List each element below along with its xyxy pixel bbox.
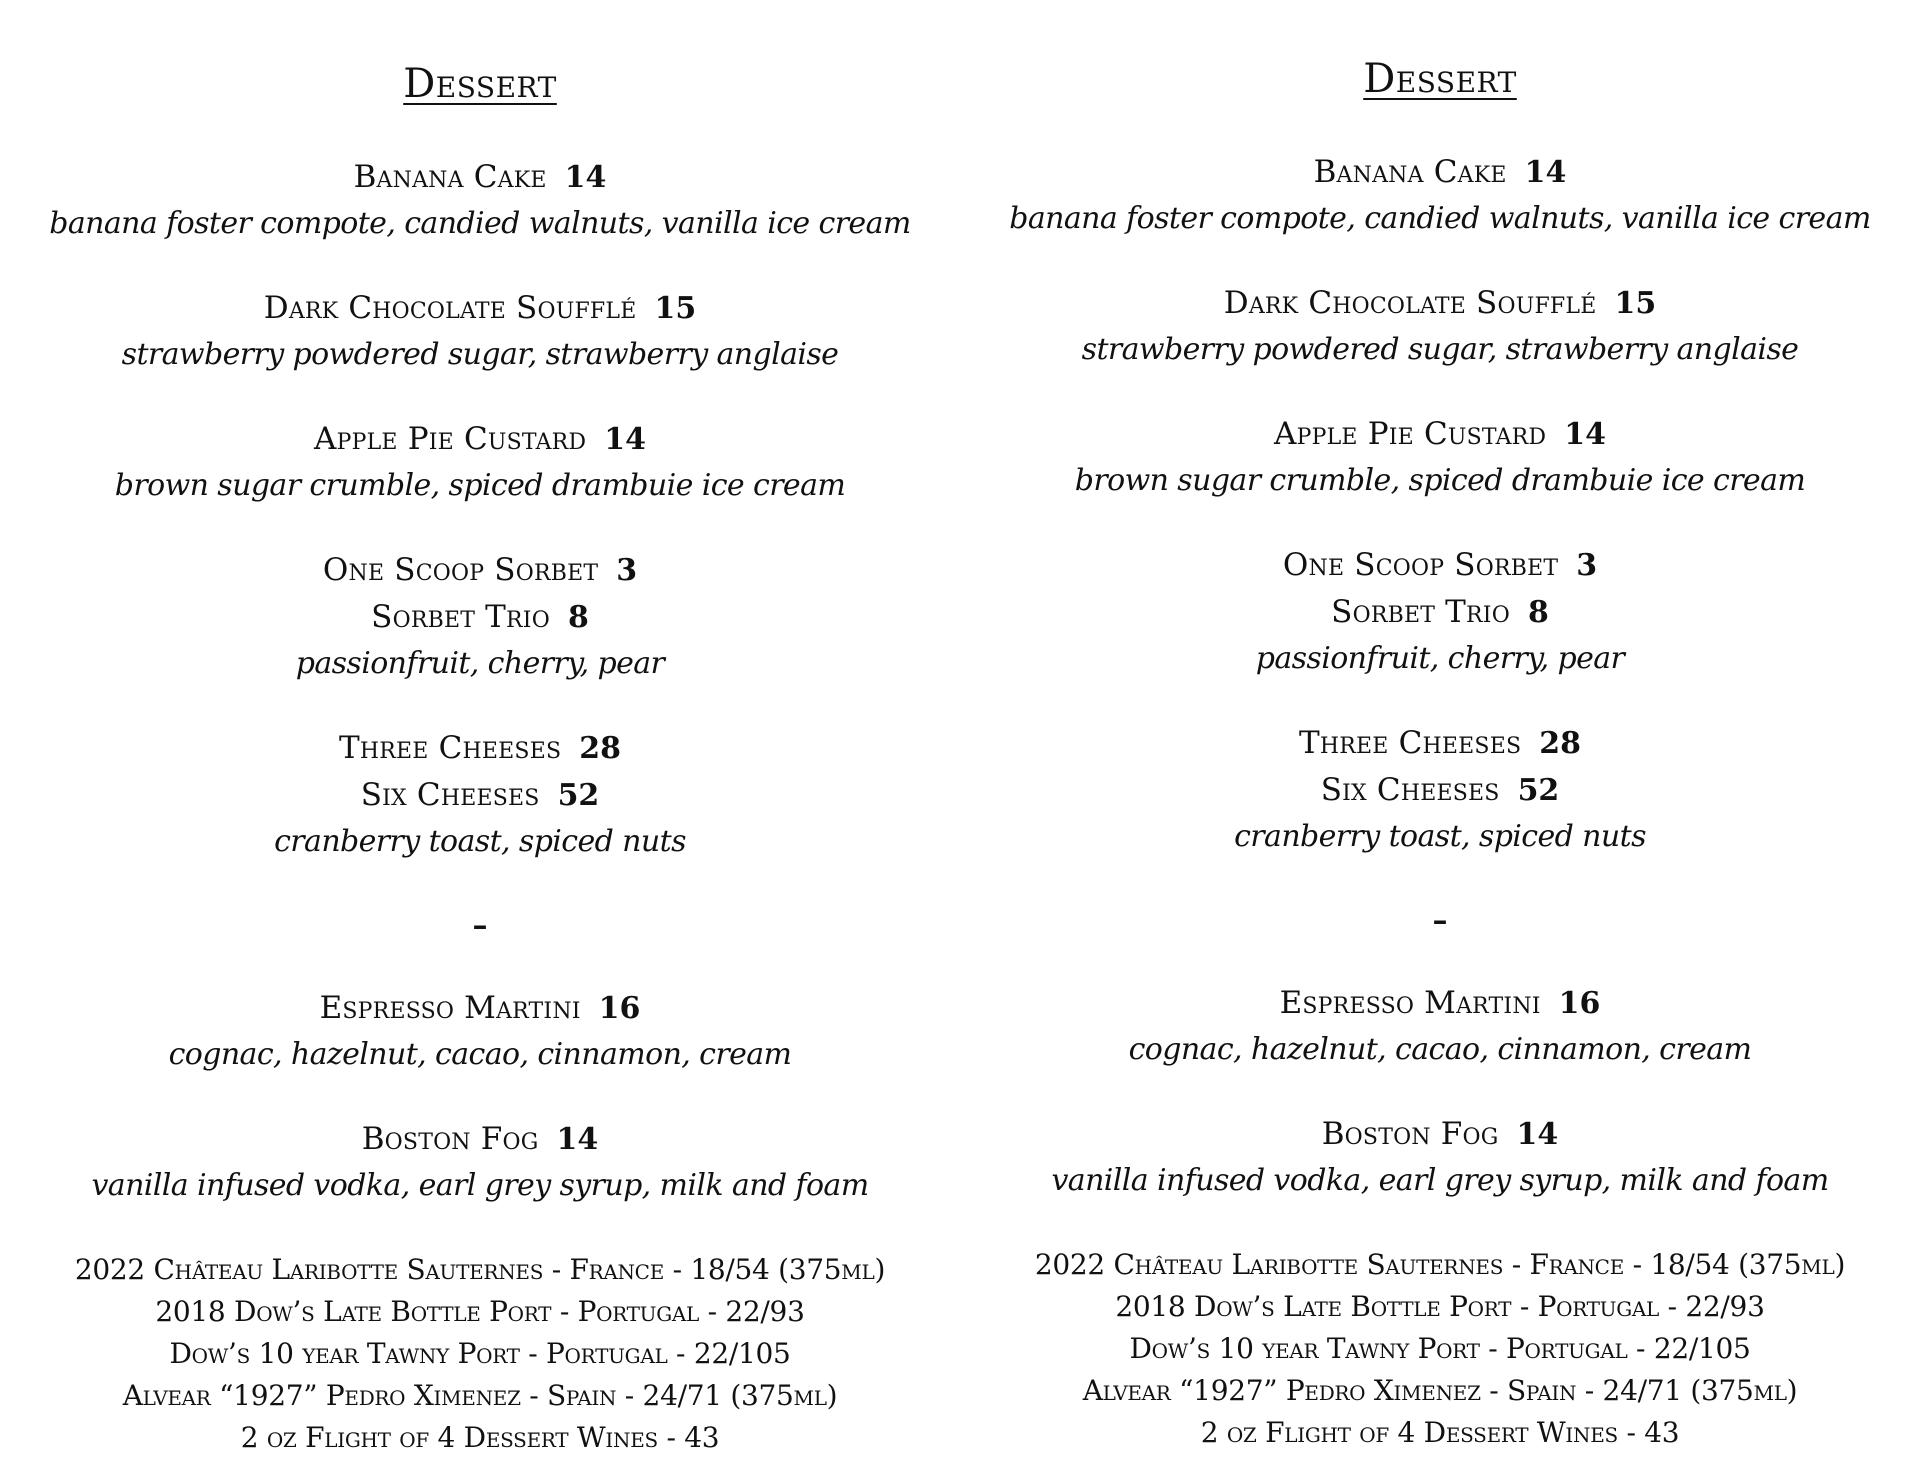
item-description: brown sugar crumble, spiced drambuie ice cream	[1074, 463, 1806, 498]
item-price: 3	[1576, 548, 1598, 583]
wine-item: 2 oz Flight of 4 Dessert Wines - 43	[240, 1421, 720, 1454]
item-name: Espresso Martini	[1279, 985, 1541, 1021]
item-description: vanilla infused vodka, earl grey syrup, milk and foam	[1051, 1163, 1829, 1198]
menu-item	[0, 156, 960, 245]
item-price: 14	[1516, 1117, 1559, 1152]
wine-item: 2018 Dow’s Late Bottle Port - Portugal - 22/93	[1115, 1290, 1765, 1323]
item-name: Dark Chocolate Soufflé	[1223, 285, 1597, 321]
item-price: 3	[616, 553, 638, 588]
item-name: Sorbet Trio	[371, 599, 550, 635]
item-price: 8	[567, 600, 589, 635]
menu-item	[0, 418, 960, 507]
item-name: Apple Pie Custard	[1273, 416, 1547, 452]
item-price: 16	[1558, 986, 1601, 1021]
item-description: banana foster compote, candied walnuts, vanilla ice cream	[1009, 201, 1871, 236]
item-description: cranberry toast, spiced nuts	[1234, 819, 1646, 854]
menu-title: Dessert	[1363, 56, 1517, 102]
item-price: 28	[1539, 726, 1581, 761]
item-price: 52	[557, 778, 600, 813]
item-description: strawberry powdered sugar, strawberry anglaise	[1081, 332, 1799, 367]
wine-item: Alvear “1927” Pedro Ximenez - Spain - 24/71 (375ml)	[122, 1379, 838, 1412]
item-price: 14	[1524, 155, 1567, 190]
menu-item	[960, 413, 1920, 502]
item-name: Six Cheeses	[360, 777, 540, 813]
item-name: Sorbet Trio	[1331, 594, 1510, 630]
item-description: vanilla infused vodka, earl grey syrup, milk and foam	[91, 1168, 869, 1203]
item-price: 8	[1527, 595, 1549, 630]
item-description: cognac, hazelnut, cacao, cinnamon, cream	[1128, 1032, 1752, 1067]
menu-column-right	[960, 55, 1920, 1454]
item-price: 14	[556, 1122, 599, 1157]
drink-item	[960, 982, 1920, 1071]
item-price: 14	[1564, 417, 1607, 452]
item-price: 52	[1517, 773, 1560, 808]
menu-item	[0, 287, 960, 376]
item-description: banana foster compote, candied walnuts, vanilla ice cream	[49, 206, 911, 241]
drink-item	[0, 1118, 960, 1207]
wine-item: 2 oz Flight of 4 Dessert Wines - 43	[1200, 1416, 1680, 1449]
item-price: 15	[1614, 286, 1657, 321]
section-divider: –	[1432, 903, 1448, 938]
menu-item	[960, 151, 1920, 240]
item-name: Banana Cake	[1313, 154, 1507, 190]
wine-list	[0, 1249, 960, 1459]
item-name: One Scoop Sorbet	[1282, 547, 1559, 583]
drink-item	[960, 1113, 1920, 1202]
item-price: 14	[604, 422, 647, 457]
item-price: 28	[579, 731, 621, 766]
menu-item	[960, 722, 1920, 858]
menu-column-left	[0, 60, 960, 1459]
section-divider: –	[472, 908, 488, 943]
item-description: strawberry powdered sugar, strawberry anglaise	[121, 337, 839, 372]
item-description: passionfruit, cherry, pear	[1255, 641, 1625, 676]
wine-list	[960, 1244, 1920, 1454]
item-name: Banana Cake	[353, 159, 547, 195]
wine-item: 2022 Château Laribotte Sauternes - France - 18/54 (375ml)	[1034, 1248, 1846, 1281]
menu-item	[960, 282, 1920, 371]
drink-item	[0, 987, 960, 1076]
item-price: 14	[564, 160, 607, 195]
menu-title: Dessert	[403, 61, 557, 107]
item-name: Six Cheeses	[1320, 772, 1500, 808]
item-name: Three Cheeses	[339, 730, 562, 766]
item-name: Espresso Martini	[319, 990, 581, 1026]
item-description: cranberry toast, spiced nuts	[274, 824, 686, 859]
wine-item: Alvear “1927” Pedro Ximenez - Spain - 24/71 (375ml)	[1082, 1374, 1798, 1407]
item-price: 16	[598, 991, 641, 1026]
item-name: Apple Pie Custard	[313, 421, 587, 457]
item-name: Dark Chocolate Soufflé	[263, 290, 637, 326]
item-name: One Scoop Sorbet	[322, 552, 599, 588]
wine-item: 2018 Dow’s Late Bottle Port - Portugal - 22/93	[155, 1295, 805, 1328]
item-price: 15	[654, 291, 697, 326]
menu-item	[0, 727, 960, 863]
menu-item	[960, 544, 1920, 680]
item-description: brown sugar crumble, spiced drambuie ice cream	[114, 468, 846, 503]
wine-item: Dow’s 10 year Tawny Port - Portugal - 22/105	[169, 1337, 791, 1370]
wine-item: 2022 Château Laribotte Sauternes - France - 18/54 (375ml)	[74, 1253, 886, 1286]
item-name: Three Cheeses	[1299, 725, 1522, 761]
item-description: passionfruit, cherry, pear	[295, 646, 665, 681]
item-description: cognac, hazelnut, cacao, cinnamon, cream	[168, 1037, 792, 1072]
menu-item	[0, 549, 960, 685]
item-name: Boston Fog	[1321, 1116, 1499, 1152]
wine-item: Dow’s 10 year Tawny Port - Portugal - 22/105	[1129, 1332, 1751, 1365]
item-name: Boston Fog	[361, 1121, 539, 1157]
